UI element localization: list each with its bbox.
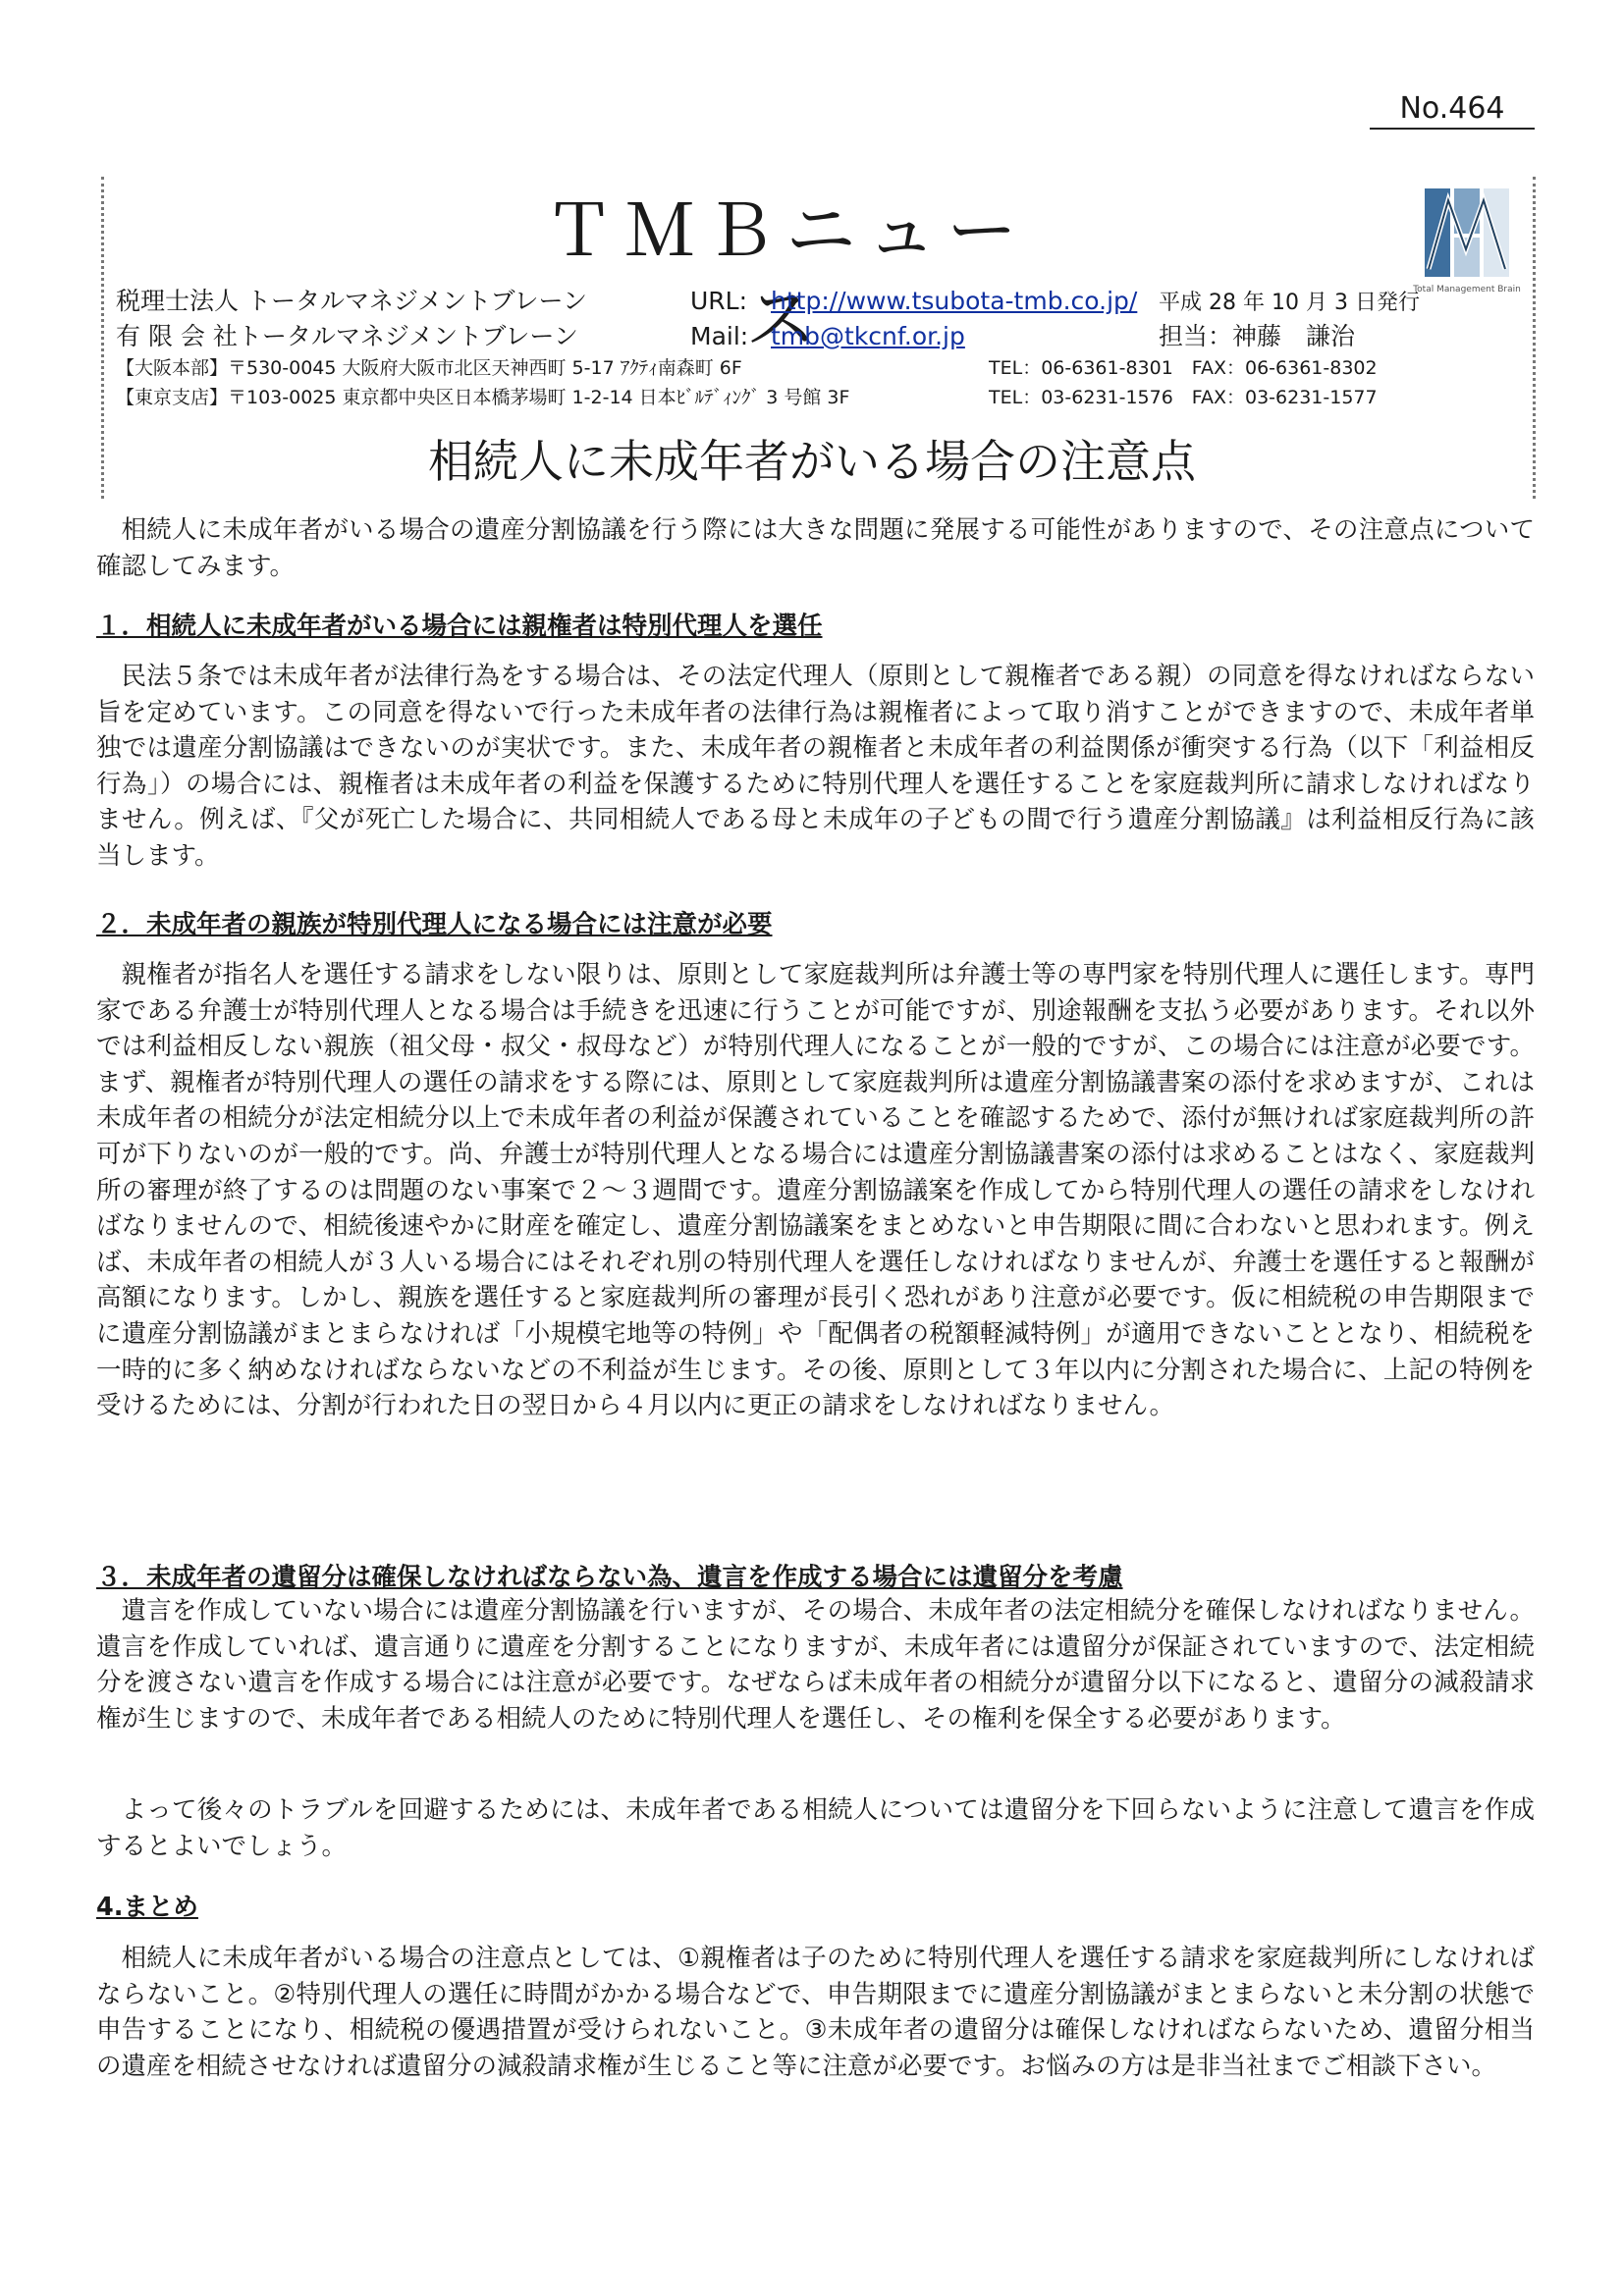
section-2-heading: ２．未成年者の親族が特別代理人になる場合には注意が必要 — [96, 910, 773, 939]
issue-number: No.464 — [1370, 90, 1535, 130]
email-link[interactable]: tmb@tkcnf.or.jp — [771, 322, 965, 350]
section-3-paragraph-1: 遺言を作成していない場合には遺産分割協議を行いますが、その場合、未成年者の法定相続分を確保しなければなりません。遺言を作成していれば、遺言通りに遺産を分割することになりますが、未成年者には遺留分が保証されていますので、法定相続分を渡さない遺言を作成する場合には注意が必要です。なぜならば未成年者の相続分が遺留分以下になると、遺留分の減殺請求権が生じますので、未成年者である相続人のために特別代理人を選任し、その権利を保全する必要があります。 — [96, 1596, 1535, 1734]
website-link[interactable]: http://www.tsubota-tmb.co.jp/ — [771, 287, 1138, 315]
issue-date: 平成 28 年 10 月 3 日発行 — [1159, 291, 1420, 315]
section-4-heading: 4.まとめ — [96, 1893, 198, 1922]
section-3-paragraph-2: よって後々のトラブルを回避するためには、未成年者である相続人については遺留分を下回らないように注意して遺言を作成するとよいでしょう。 — [96, 1795, 1535, 1861]
company-logo — [1413, 181, 1521, 294]
mail-label: Mail: — [690, 322, 749, 350]
office-tokyo-address: 【東京支店】〒103-0025 東京都中央区日本橋茅場町 1-2-14 日本ﾋﾞﾙﾃﾞｨﾝｸﾞ 3 号館 3F — [116, 387, 850, 408]
url-label: URL: — [690, 287, 748, 315]
company-name-ltd: 有 限 会 社トータルマネジメントブレーン — [116, 322, 578, 350]
office-tokyo-contact: TEL：03-6231-1576 FAX：03-6231-1577 — [989, 387, 1378, 408]
intro-paragraph: 相続人に未成年者がいる場合の遺産分割協議を行う際には大きな問題に発展する可能性がありますので、その注意点について確認してみます。 — [96, 515, 1535, 581]
section-1-heading: １．相続人に未成年者がいる場合には親権者は特別代理人を選任 — [96, 612, 823, 641]
section-3-heading: ３．未成年者の遺留分は確保しなければならない為、遺言を作成する場合には遺留分を考慮 — [96, 1563, 1123, 1592]
office-osaka-contact: TEL：06-6361-8301 FAX：06-6361-8302 — [989, 357, 1378, 379]
section-4-paragraph: 相続人に未成年者がいる場合の注意点としては、①親権者は子のために特別代理人を選任する請求を家庭裁判所にしなければならないこと。②特別代理人の選任に時間がかかる場合などで、申告期限までに遺産分割協議がまとまらないと未分割の状態で申告することになり、相続税の優遇措置が受けられないこと。③未成年者の遺留分は確保しなければならないため、遺留分相当の遺産を相続させなければ遺留分の減殺請求権が生じること等に注意が必要です。お悩みの方は是非当社までご相談下さい。 — [96, 1944, 1535, 2081]
article-title: 相続人に未成年者がいる場合の注意点 — [428, 435, 1196, 488]
office-osaka-address: 【大阪本部】〒530-0045 大阪府大阪市北区天神西町 5-17 ｱｸﾃｨ南森町 6F — [116, 357, 742, 379]
logo-caption: Total Management Brain — [1413, 285, 1521, 294]
section-2-paragraph: 親権者が指名人を選任する請求をしない限りは、原則として家庭裁判所は弁護士等の専門家を特別代理人に選任します。専門家である弁護士が特別代理人となる場合は手続きを迅速に行うことが可能ですが、別途報酬を支払う必要があります。それ以外では利益相反しない親族（祖父母・叔父・叔母など）が特別代理人になることが一般的ですが、この場合には注意が必要です。まず、親権者が特別代理人の選任の請求をする際には、原則として家庭裁判所は遺産分割協議書案の添付を求めますが、これは未成年者の相続分が法定相続分以上で未成年者の利益が保護されていることを確認するためで、添付が無ければ家庭裁判所の許可が下りないのが一般的です。尚、弁護士が特別代理人となる場合には遺産分割協議書案の添付は求めることはなく、家庭裁判所の審理が終了するのは問題のない事案で２～３週間です。遺産分割協議案を作成してから特別代理人の選任の請求をしなければなりませんので、相続後速やかに財産を確定し、遺産分割協議案をまとめないと申告期限に間に合わないと思われます。例えば、未成年者の相続人が３人いる場合にはそれぞれ別の特別代理人を選任しなければなりませんが、弁護士を選任すると報酬が高額になります。しかし、親族を選任すると家庭裁判所の審理が長引く恐れがあり注意が必要です。仮に相続税の申告期限までに遺産分割協議がまとまらなければ「小規模宅地等の特例」や「配偶者の税額軽減特例」が適用できないこととなり、相続税を一時的に多く納めなければならないなどの不利益が生じます。その後、原則として３年以内に分割された場合に、上記の特例を受けるためには、分割が行われた日の翌日から４月以内に更正の請求をしなければなりません。 — [96, 960, 1536, 1421]
author-name: 担当：神藤 謙治 — [1159, 322, 1356, 350]
newsletter-title: ＴＭＢニュース — [543, 189, 1027, 360]
logo-mark-icon — [1419, 181, 1515, 285]
section-1-paragraph: 民法５条では未成年者が法律行為をする場合は、その法定代理人（原則として親権者である親）の同意を得なければならない旨を定めています。この同意を得ないで行った未成年者の法律行為は親権者によって取り消すことができますので、未成年者単独では遺産分割協議はできないのが実状です。また、未成年者の親権者と未成年者の利益関係が衝突する行為（以下「利益相反行為」）の場合には、親権者は未成年者の利益を保護するために特別代理人を選任することを家庭裁判所に請求しなければなりません。例えば、『父が死亡した場合に、共同相続人である母と未成年の子どもの間で行う遺産分割協議』は利益相反行為に該当します。 — [96, 662, 1535, 871]
company-name-tax: 税理士法人 トータルマネジメントブレーン — [116, 287, 587, 315]
